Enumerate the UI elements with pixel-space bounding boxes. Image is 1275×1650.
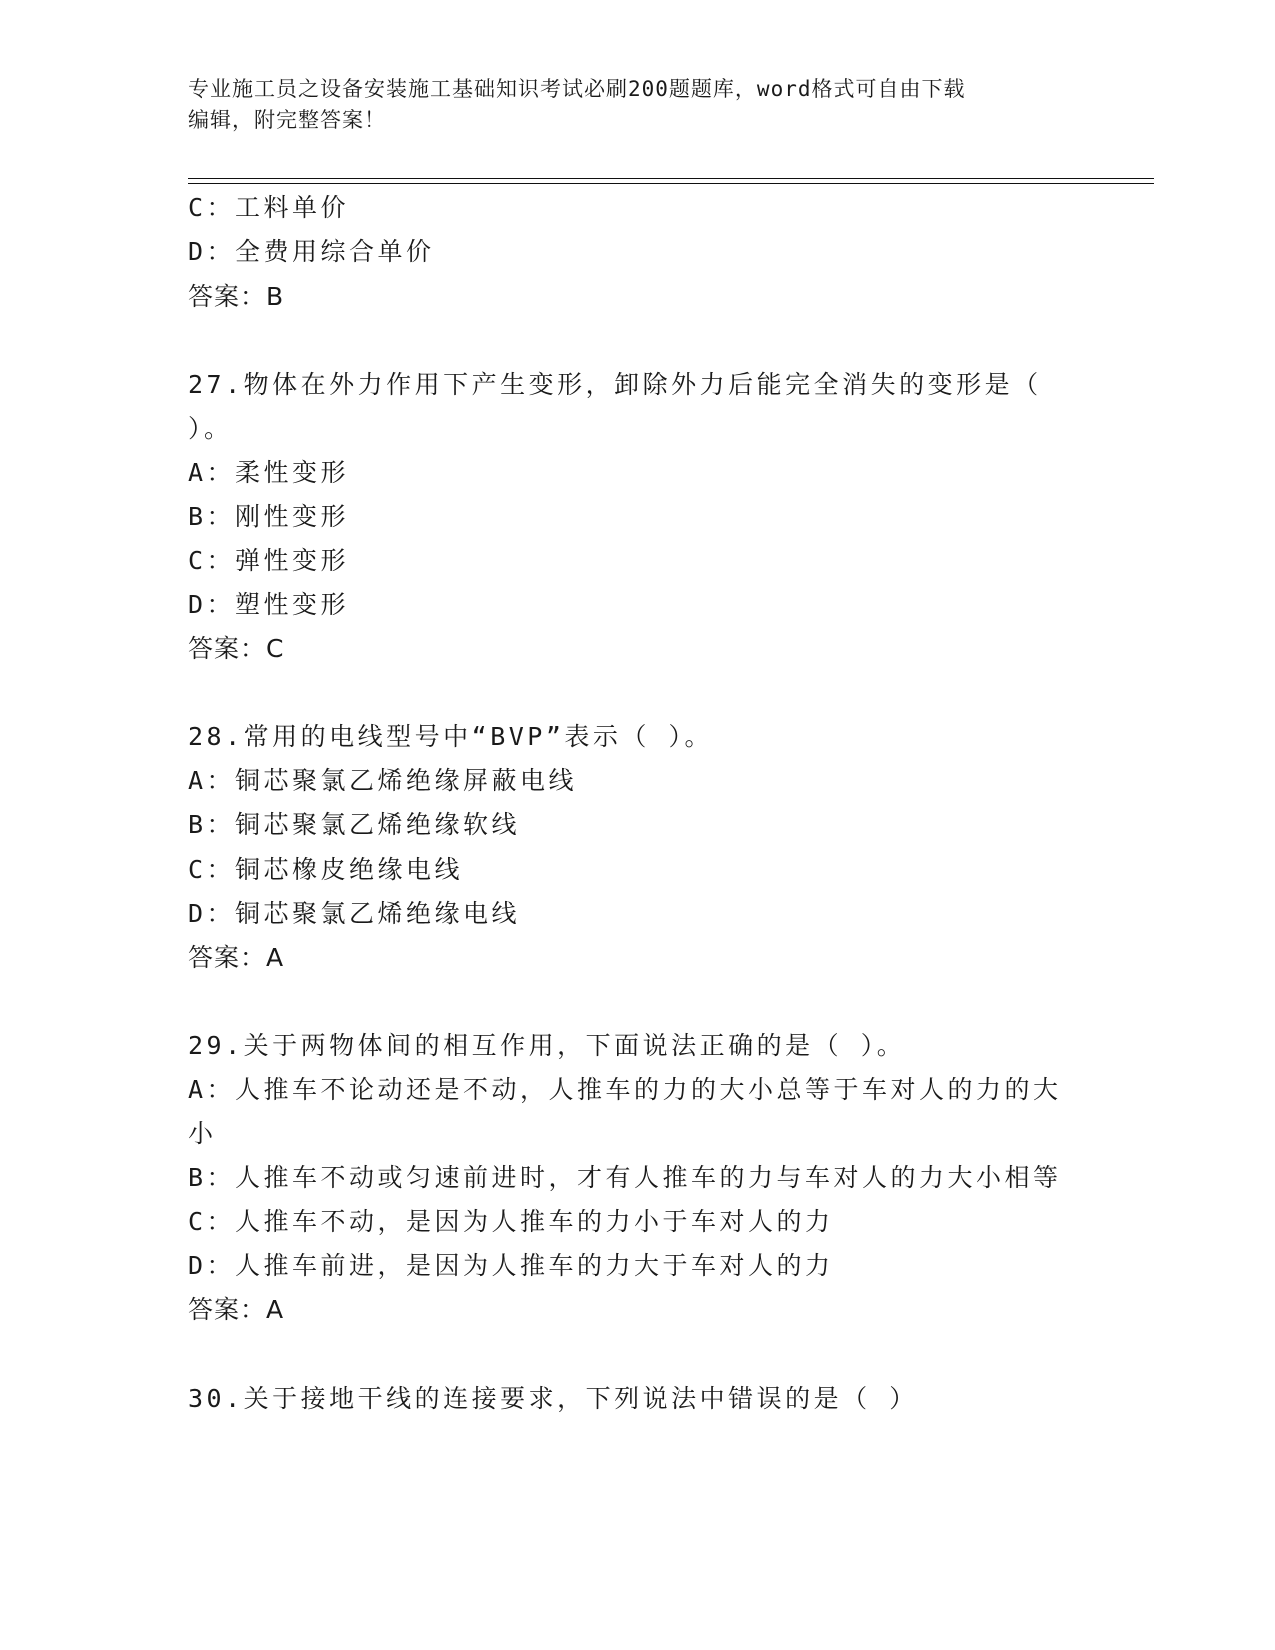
header-title-line-1: 专业施工员之设备安装施工基础知识考试必刷200题题库，word格式可自由下载 — [188, 77, 966, 101]
q28-question: 28.常用的电线型号中“BVP”表示（ ）。 — [188, 722, 713, 751]
q29-option-a-line-2: 小 — [188, 1119, 217, 1148]
q28-option-b: B：铜芯聚氯乙烯绝缘软线 — [188, 810, 521, 839]
q29-question: 29.关于两物体间的相互作用，下面说法正确的是（ ）。 — [188, 1031, 906, 1060]
q29-option-b: B：人推车不动或匀速前进时，才有人推车的力与车对人的力大小相等 — [188, 1163, 1062, 1192]
q28-option-a: A：铜芯聚氯乙烯绝缘屏蔽电线 — [188, 766, 578, 795]
q27-option-c: C：弹性变形 — [188, 546, 350, 575]
q30-question: 30.关于接地干线的连接要求，下列说法中错误的是（ ） — [188, 1384, 918, 1413]
q28-option-d: D：铜芯聚氯乙烯绝缘电线 — [188, 899, 521, 928]
q27-option-b: B：刚性变形 — [188, 502, 350, 531]
q29-option-d: D：人推车前进，是因为人推车的力大于车对人的力 — [188, 1251, 834, 1280]
q26-answer: 答案：B — [188, 282, 285, 311]
header-title-line-2: 编辑，附完整答案！ — [188, 108, 386, 132]
q27-question-line-1: 27.物体在外力作用下产生变形，卸除外力后能完全消失的变形是（ — [188, 370, 1042, 399]
q29-option-a-line-1: A：人推车不论动还是不动，人推车的力的大小总等于车对人的力的大 — [188, 1075, 1062, 1104]
header-divider-bottom — [188, 183, 1154, 184]
q26-option-c: C：工料单价 — [188, 193, 350, 222]
q26-option-d: D：全费用综合单价 — [188, 237, 435, 266]
q28-answer: 答案：A — [188, 943, 285, 972]
q27-option-a: A：柔性变形 — [188, 458, 350, 487]
header-divider-top — [188, 178, 1154, 179]
q29-answer: 答案：A — [188, 1295, 285, 1324]
q27-option-d: D：塑性变形 — [188, 590, 350, 619]
q29-option-c: C：人推车不动，是因为人推车的力小于车对人的力 — [188, 1207, 834, 1236]
q27-answer: 答案：C — [188, 634, 285, 663]
q28-option-c: C：铜芯橡皮绝缘电线 — [188, 855, 464, 884]
document-header — [188, 74, 1088, 136]
q27-question-line-2: ）。 — [188, 414, 233, 443]
